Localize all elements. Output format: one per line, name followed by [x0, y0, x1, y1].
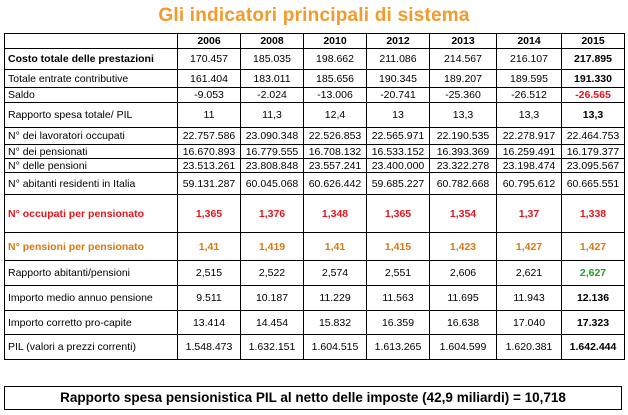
- value-cell: 16.779.555: [241, 145, 304, 159]
- table-row: [5, 261, 625, 286]
- value-cell: 60.665.551: [562, 173, 625, 195]
- value-cell: 189.595: [497, 70, 562, 88]
- value-cell: 23.322.278: [430, 159, 497, 173]
- year-header: 2015: [562, 34, 625, 49]
- row-label: Importo medio annuo pensione: [5, 286, 178, 311]
- value-cell: 1.620.381: [497, 335, 562, 360]
- row-label: Importo corretto pro-capite: [5, 311, 178, 335]
- row-label: N° abitanti residenti in Italia: [5, 173, 178, 195]
- value-cell: 1,37: [497, 195, 562, 233]
- value-cell: -26.565: [562, 88, 625, 103]
- indicators-table: [4, 33, 625, 360]
- value-cell: 15.832: [304, 311, 367, 335]
- value-cell: 23.198.474: [497, 159, 562, 173]
- header-label-cell: [5, 34, 178, 49]
- value-cell: -13.006: [304, 88, 367, 103]
- table-row: [5, 70, 625, 88]
- value-cell: 11,3: [241, 103, 304, 128]
- value-cell: 2,515: [178, 261, 241, 286]
- value-cell: 11.563: [367, 286, 430, 311]
- value-cell: 191.330: [562, 70, 625, 88]
- year-header: 2010: [304, 34, 367, 49]
- value-cell: 1.604.599: [430, 335, 497, 360]
- value-cell: 60.626.442: [304, 173, 367, 195]
- value-cell: 1.604.515: [304, 335, 367, 360]
- year-header: 2014: [497, 34, 562, 49]
- value-cell: 16.533.152: [367, 145, 430, 159]
- value-cell: 23.557.241: [304, 159, 367, 173]
- value-cell: -20.741: [367, 88, 430, 103]
- value-cell: 1,419: [241, 233, 304, 261]
- value-cell: 59.131.287: [178, 173, 241, 195]
- value-cell: 1,376: [241, 195, 304, 233]
- value-cell: 2,627: [562, 261, 625, 286]
- value-cell: 16.179.377: [562, 145, 625, 159]
- value-cell: 189.207: [430, 70, 497, 88]
- value-cell: 2,606: [430, 261, 497, 286]
- value-cell: 2,621: [497, 261, 562, 286]
- value-cell: -9.053: [178, 88, 241, 103]
- value-cell: 13,3: [430, 103, 497, 128]
- value-cell: 216.107: [497, 49, 562, 70]
- table-row: [5, 286, 625, 311]
- table-row: [5, 88, 625, 103]
- value-cell: -2.024: [241, 88, 304, 103]
- value-cell: 22.278.917: [497, 128, 562, 145]
- value-cell: 22.526.853: [304, 128, 367, 145]
- value-cell: -25.360: [430, 88, 497, 103]
- value-cell: 1.632.151: [241, 335, 304, 360]
- value-cell: 11.695: [430, 286, 497, 311]
- value-cell: 13.414: [178, 311, 241, 335]
- value-cell: 22.464.753: [562, 128, 625, 145]
- year-header: 2012: [367, 34, 430, 49]
- value-cell: 211.086: [367, 49, 430, 70]
- value-cell: 16.259.491: [497, 145, 562, 159]
- table-row: [5, 103, 625, 128]
- header-row: [5, 34, 625, 49]
- row-label: Costo totale delle prestazioni: [5, 49, 178, 70]
- row-label: Totale entrate contributive: [5, 70, 178, 88]
- value-cell: 1,423: [430, 233, 497, 261]
- value-cell: 185.035: [241, 49, 304, 70]
- value-cell: 23.808.848: [241, 159, 304, 173]
- value-cell: 214.567: [430, 49, 497, 70]
- value-cell: 1,354: [430, 195, 497, 233]
- table-row: [5, 233, 625, 261]
- value-cell: 16.638: [430, 311, 497, 335]
- table-row: [5, 311, 625, 335]
- value-cell: 23.090.348: [241, 128, 304, 145]
- value-cell: 2,551: [367, 261, 430, 286]
- value-cell: 1,41: [304, 233, 367, 261]
- value-cell: 60.782.668: [430, 173, 497, 195]
- value-cell: 9.511: [178, 286, 241, 311]
- year-header: 2006: [178, 34, 241, 49]
- value-cell: 23.400.000: [367, 159, 430, 173]
- table-row: [5, 145, 625, 159]
- value-cell: 161.404: [178, 70, 241, 88]
- value-cell: 170.457: [178, 49, 241, 70]
- value-cell: 2,522: [241, 261, 304, 286]
- value-cell: 16.359: [367, 311, 430, 335]
- row-label: Saldo: [5, 88, 178, 103]
- table-row: [5, 128, 625, 145]
- value-cell: 1,348: [304, 195, 367, 233]
- value-cell: 16.708.132: [304, 145, 367, 159]
- value-cell: 13,3: [497, 103, 562, 128]
- value-cell: 11.943: [497, 286, 562, 311]
- value-cell: 185.656: [304, 70, 367, 88]
- value-cell: 59.685.227: [367, 173, 430, 195]
- value-cell: 1.613.265: [367, 335, 430, 360]
- row-label: N° pensioni per pensionato: [5, 233, 178, 261]
- year-header: 2008: [241, 34, 304, 49]
- row-label: Rapporto abitanti/pensioni: [5, 261, 178, 286]
- value-cell: 1,427: [562, 233, 625, 261]
- value-cell: 16.393.369: [430, 145, 497, 159]
- table-row: [5, 195, 625, 233]
- value-cell: 22.565.971: [367, 128, 430, 145]
- value-cell: 60.045.068: [241, 173, 304, 195]
- value-cell: 23.095.567: [562, 159, 625, 173]
- value-cell: 22.190.535: [430, 128, 497, 145]
- value-cell: 17.323: [562, 311, 625, 335]
- value-cell: 1.548.473: [178, 335, 241, 360]
- value-cell: 16.670.893: [178, 145, 241, 159]
- value-cell: 198.662: [304, 49, 367, 70]
- table-row: [5, 49, 625, 70]
- value-cell: 217.895: [562, 49, 625, 70]
- value-cell: 1,365: [178, 195, 241, 233]
- table-row: [5, 335, 625, 360]
- value-cell: 1.642.444: [562, 335, 625, 360]
- row-label: N° delle pensioni: [5, 159, 178, 173]
- value-cell: 17.040: [497, 311, 562, 335]
- row-label: N° occupati per pensionato: [5, 195, 178, 233]
- value-cell: 183.011: [241, 70, 304, 88]
- value-cell: 2,574: [304, 261, 367, 286]
- year-header: 2013: [430, 34, 497, 49]
- value-cell: 1,427: [497, 233, 562, 261]
- row-label: N° dei lavoratori occupati: [5, 128, 178, 145]
- value-cell: 1,415: [367, 233, 430, 261]
- row-label: Rapporto spesa totale/ PIL: [5, 103, 178, 128]
- value-cell: 1,338: [562, 195, 625, 233]
- row-label: N° dei pensionati: [5, 145, 178, 159]
- value-cell: 23.513.261: [178, 159, 241, 173]
- value-cell: 12,4: [304, 103, 367, 128]
- footer-note: Rapporto spesa pensionistica PIL al netto delle imposte (42,9 miliardi) = 10,718: [4, 386, 622, 410]
- value-cell: 14.454: [241, 311, 304, 335]
- value-cell: 13,3: [562, 103, 625, 128]
- value-cell: 11.229: [304, 286, 367, 311]
- value-cell: 11: [178, 103, 241, 128]
- value-cell: 13: [367, 103, 430, 128]
- table-row: [5, 159, 625, 173]
- value-cell: 1,365: [367, 195, 430, 233]
- page-title: Gli indicatori principali di sistema: [158, 5, 470, 26]
- table-row: [5, 173, 625, 195]
- value-cell: 60.795.612: [497, 173, 562, 195]
- value-cell: 190.345: [367, 70, 430, 88]
- value-cell: 22.757.586: [178, 128, 241, 145]
- value-cell: 12.136: [562, 286, 625, 311]
- value-cell: 1,41: [178, 233, 241, 261]
- value-cell: 10.187: [241, 286, 304, 311]
- value-cell: -26.512: [497, 88, 562, 103]
- row-label: PIL (valori a prezzi correnti): [5, 335, 178, 360]
